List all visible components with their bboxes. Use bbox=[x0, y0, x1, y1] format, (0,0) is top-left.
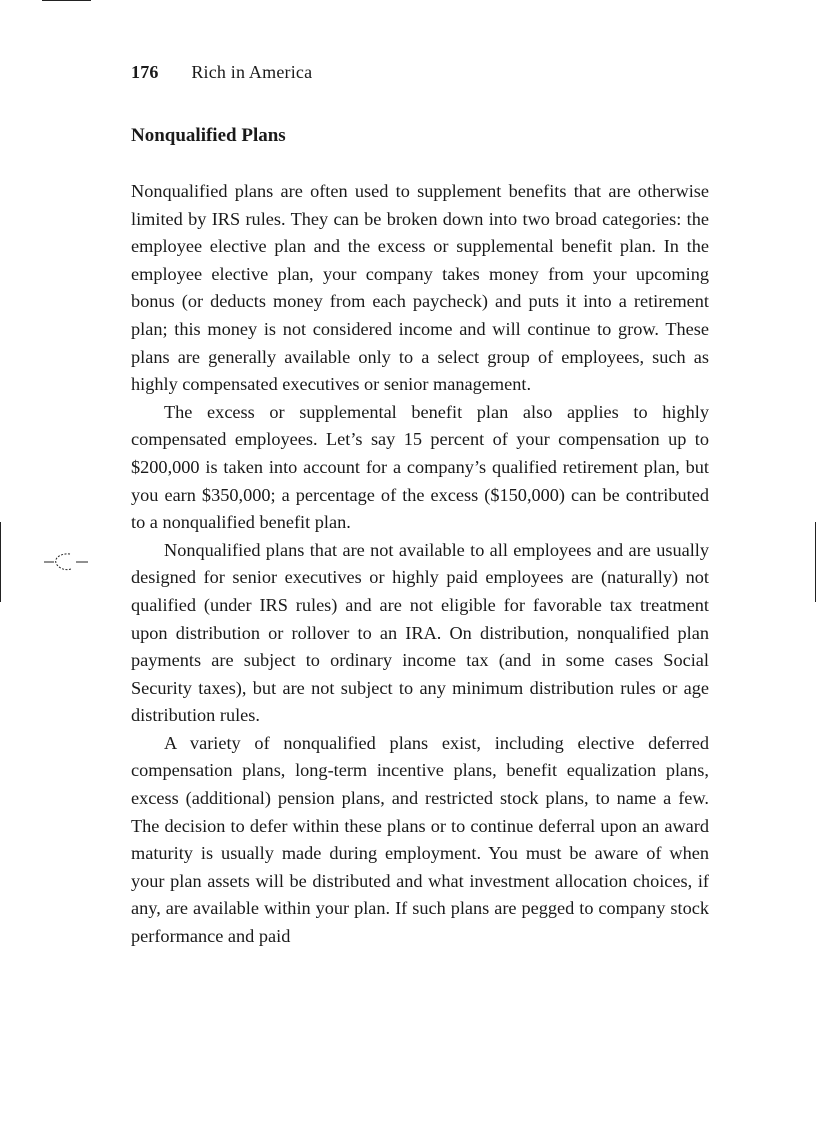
registration-mark-icon bbox=[40, 549, 96, 573]
crop-mark-top bbox=[42, 0, 91, 1]
crop-mark-left bbox=[0, 522, 1, 602]
paragraph: Nonqualified plans that are not available to all employees and are usually designed for senior executives or highly paid employees are (naturally) not qualified (under IRS rules) and are not eligible for favorable tax treatment upon distribution or rollover to an IRA. On distribution, nonqualified plan payments are subject to ordinary income tax (and in some cases Social Security taxes), but are not subject to any minimum distribution rules or age distribution rules. bbox=[131, 539, 709, 726]
paragraph: A variety of nonqualified plans exist, including elective deferred compensation plans, long-term incentive plans, benefit equalization plans, excess (additional) pension plans, and restricted stock plans, to name a few. The decision to defer within these plans or to continue deferral upon an award maturity is usually made during employment. You must be aware of when your plan assets will be distributed and what investment allocation choices, if any, are available within your plan. If such plans are pegged to company stock performance and paid bbox=[131, 732, 709, 947]
body-text bbox=[131, 178, 709, 951]
running-head bbox=[131, 62, 312, 83]
section-title: Nonqualified Plans bbox=[131, 125, 286, 146]
paragraph: Nonqualified plans are often used to supplement benefits that are otherwise limited by IRS rules. They can be broken down into two broad categories: the employee elective plan and the excess or supplemental benefit plan. In the employee elective plan, your company takes money from your upcoming bonus (or deducts money from each paycheck) and puts it into a retirement plan; this money is not considered income and will continue to grow. These plans are generally available only to a select group of employees, such as highly compensated executives or senior management. bbox=[131, 181, 709, 395]
paragraph: The excess or supplemental benefit plan also applies to highly compensated employees. Let’s say 15 percent of your compensation up to $200,000 is taken into account for a company’s qualified retirement plan, but you earn $350,000; a percentage of the excess ($150,000) can be contributed to a nonqualified benefit plan. bbox=[131, 401, 709, 533]
running-title: Rich in America bbox=[191, 62, 313, 82]
page-number: 176 bbox=[131, 62, 159, 82]
